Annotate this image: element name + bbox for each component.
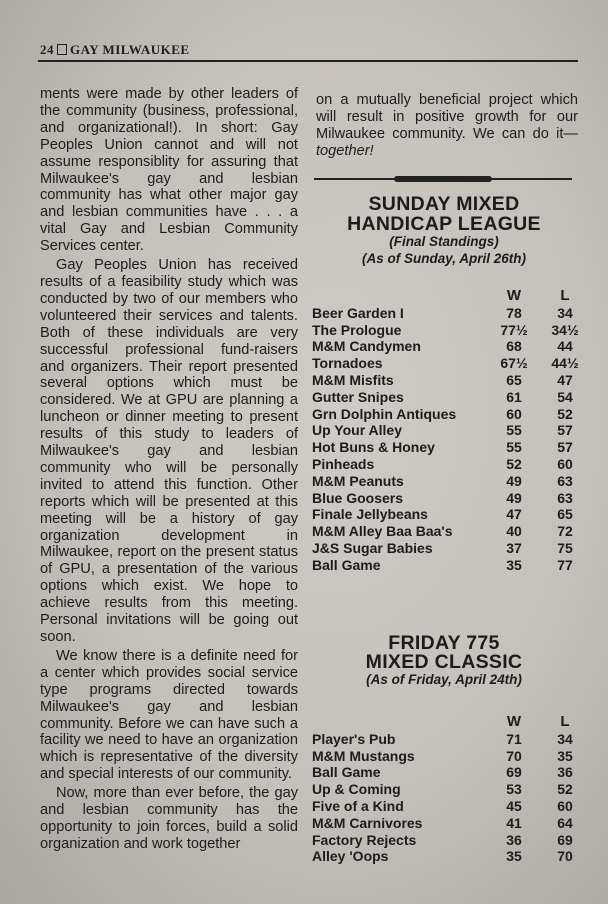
standings-row	[312, 781, 578, 798]
standings-row	[312, 832, 578, 849]
standings-row	[312, 305, 578, 322]
team-wins: 52	[506, 455, 522, 472]
sunday-league-title-line1: SUNDAY MIXED	[368, 193, 520, 215]
team-name: M&M Mustangs	[312, 747, 415, 764]
standings-row	[312, 506, 578, 523]
continuation-emphasis: together!	[316, 142, 374, 159]
team-wins: 67½	[500, 355, 528, 372]
friday-league-date: (As of Friday, April 24th)	[366, 672, 522, 687]
team-name: Player's Pub	[312, 730, 396, 747]
team-wins: 53	[506, 781, 522, 798]
team-name: Ball Game	[312, 556, 381, 573]
team-losses: 69	[557, 831, 573, 848]
square-ornament-icon	[57, 44, 67, 55]
standings-row	[312, 338, 578, 355]
standings-row	[312, 439, 578, 456]
team-losses: 65	[557, 506, 573, 523]
team-losses: 47	[557, 371, 573, 388]
article-continuation	[316, 92, 578, 160]
standings-header-row	[312, 714, 578, 731]
page-header	[40, 42, 190, 58]
team-name: M&M Candymen	[312, 338, 421, 355]
standings-row	[312, 815, 578, 832]
team-losses: 34½	[551, 321, 579, 338]
standings-row	[312, 322, 578, 339]
team-name: M&M Misfits	[312, 371, 394, 388]
team-name: J&S Sugar Babies	[312, 539, 433, 556]
team-wins: 45	[506, 797, 522, 814]
team-losses: 36	[557, 764, 573, 781]
standings-row	[312, 389, 578, 406]
publication-name: GAY MILWAUKEE	[70, 42, 190, 57]
team-name: Ball Game	[312, 764, 381, 781]
team-losses: 57	[557, 422, 573, 439]
team-wins: 49	[506, 489, 522, 506]
article-paragraph: ments were made by other leaders of the community (business, professional, and organizational!). In short: Gay Peoples Union cannot and will not assume responsiblity for assuring that Milwaukee's gay and lesbian community has what other major gay and lesbian communities have . . . a vital Gay and Lesbian Community Services center.	[40, 86, 298, 255]
losses-header: L	[560, 713, 570, 730]
team-losses: 60	[557, 455, 573, 472]
team-losses: 70	[557, 848, 573, 865]
team-name: Up & Coming	[312, 781, 401, 798]
team-losses: 54	[557, 388, 573, 405]
standings-row	[312, 355, 578, 372]
team-losses: 34	[557, 730, 573, 747]
team-losses: 52	[557, 405, 573, 422]
team-wins: 40	[506, 523, 522, 540]
standings-row	[312, 748, 578, 765]
team-name: Hot Buns & Honey	[312, 439, 435, 456]
standings-row	[312, 456, 578, 473]
team-name: Finale Jellybeans	[312, 506, 428, 523]
section-divider	[314, 176, 572, 182]
standings-row	[312, 473, 578, 490]
article-paragraph: Gay Peoples Union has received results of a feasibility study which was conducted by two of our members who volunteered their services and talents. Both of these individuals are very successful professional fund-raisers and organizers. Their report presented several options which must be considered. We at GPU are planning a luncheon or dinner meeting to present results of this study to leaders of Milwaukee's gay and lesbian community who will be personally invited to attend this function. Other reports which will be presented at this meeting will be a history of gay organization development in Milwaukee, report on the present status of GPU, a presentation of the various options which exist. We hope to achieve results from this meeting. Personal invitations will be going out soon.	[40, 257, 298, 645]
team-name: Factory Rejects	[312, 831, 417, 848]
standings-row	[312, 848, 578, 865]
team-wins: 61	[506, 388, 522, 405]
standings-header-row	[312, 288, 578, 305]
standings-row	[312, 798, 578, 815]
standings-row	[312, 523, 578, 540]
sunday-league-date: (As of Sunday, April 26th)	[361, 251, 526, 266]
team-wins: 37	[506, 539, 522, 556]
article-left-column	[40, 86, 298, 853]
team-wins: 49	[506, 472, 522, 489]
team-wins: 77½	[500, 321, 528, 338]
team-losses: 64	[557, 814, 573, 831]
team-losses: 57	[557, 439, 573, 456]
team-name: Grn Dolphin Antiques	[312, 405, 457, 422]
team-name: The Prologue	[312, 321, 402, 338]
article-paragraph: Now, more than ever before, the gay and lesbian community has the opportunity to join forces, build a solid organization and work together	[40, 785, 298, 852]
standings-row	[312, 406, 578, 423]
page-number: 24	[40, 42, 54, 57]
team-name: Blue Goosers	[312, 489, 404, 506]
team-name: M&M Alley Baa Baa's	[312, 523, 453, 540]
team-wins: 41	[506, 814, 522, 831]
team-wins: 68	[506, 338, 522, 355]
standings-row	[312, 540, 578, 557]
team-losses: 63	[557, 472, 573, 489]
team-losses: 35	[557, 747, 573, 764]
team-name: M&M Peanuts	[312, 472, 404, 489]
team-wins: 70	[506, 747, 522, 764]
losses-header: L	[560, 287, 570, 304]
team-losses: 44	[557, 338, 573, 355]
team-losses: 75	[557, 539, 573, 556]
team-name: Up Your Alley	[312, 422, 402, 439]
sunday-league-title-line2: HANDICAP LEAGUE	[347, 213, 541, 235]
team-name: Pinheads	[312, 455, 375, 472]
article-paragraph: We know there is a definite need for a center which provides social service type programs directed towards Milwaukee's gay and lesbian community. Before we can have such a facility we need to have an organization which is representative of the diversity and special interests of our community.	[40, 647, 298, 783]
team-losses: 44½	[551, 355, 579, 372]
sunday-league-subtitle: (Final Standings)	[389, 234, 499, 249]
team-wins: 47	[506, 506, 522, 523]
team-wins: 55	[506, 422, 522, 439]
team-name: M&M Carnivores	[312, 814, 423, 831]
team-wins: 36	[506, 831, 522, 848]
team-name: Gutter Snipes	[312, 388, 404, 405]
team-losses: 34	[557, 304, 573, 321]
team-wins: 55	[506, 439, 522, 456]
wins-header: W	[506, 287, 522, 304]
team-losses: 63	[557, 489, 573, 506]
team-wins: 35	[506, 848, 522, 865]
team-name: Tornadoes	[312, 355, 383, 372]
friday-league-title-line2: MIXED CLASSIC	[365, 651, 523, 673]
standings-row	[312, 764, 578, 781]
wins-header: W	[506, 713, 522, 730]
standings-row	[312, 731, 578, 748]
team-name: Five of a Kind	[312, 797, 404, 814]
continuation-text: on a mutually beneficial project which will result in positive growth for our Milwaukee community. We can do it—	[316, 92, 578, 142]
team-name: Alley 'Oops	[312, 848, 389, 865]
team-losses: 72	[557, 523, 573, 540]
sunday-standings-table	[312, 288, 578, 574]
team-losses: 52	[557, 781, 573, 798]
header-rule	[38, 60, 578, 62]
friday-league-title-line1: FRIDAY 775	[388, 632, 500, 654]
standings-row	[312, 372, 578, 389]
team-losses: 77	[557, 556, 573, 573]
friday-standings-table	[312, 714, 578, 865]
standings-row	[312, 422, 578, 439]
standings-row	[312, 557, 578, 574]
standings-row	[312, 490, 578, 507]
team-wins: 78	[506, 304, 522, 321]
team-wins: 65	[506, 371, 522, 388]
team-wins: 69	[506, 764, 522, 781]
team-name: Beer Garden I	[312, 304, 404, 321]
team-wins: 71	[506, 730, 522, 747]
team-wins: 60	[506, 405, 522, 422]
team-losses: 60	[557, 797, 573, 814]
team-wins: 35	[506, 556, 522, 573]
